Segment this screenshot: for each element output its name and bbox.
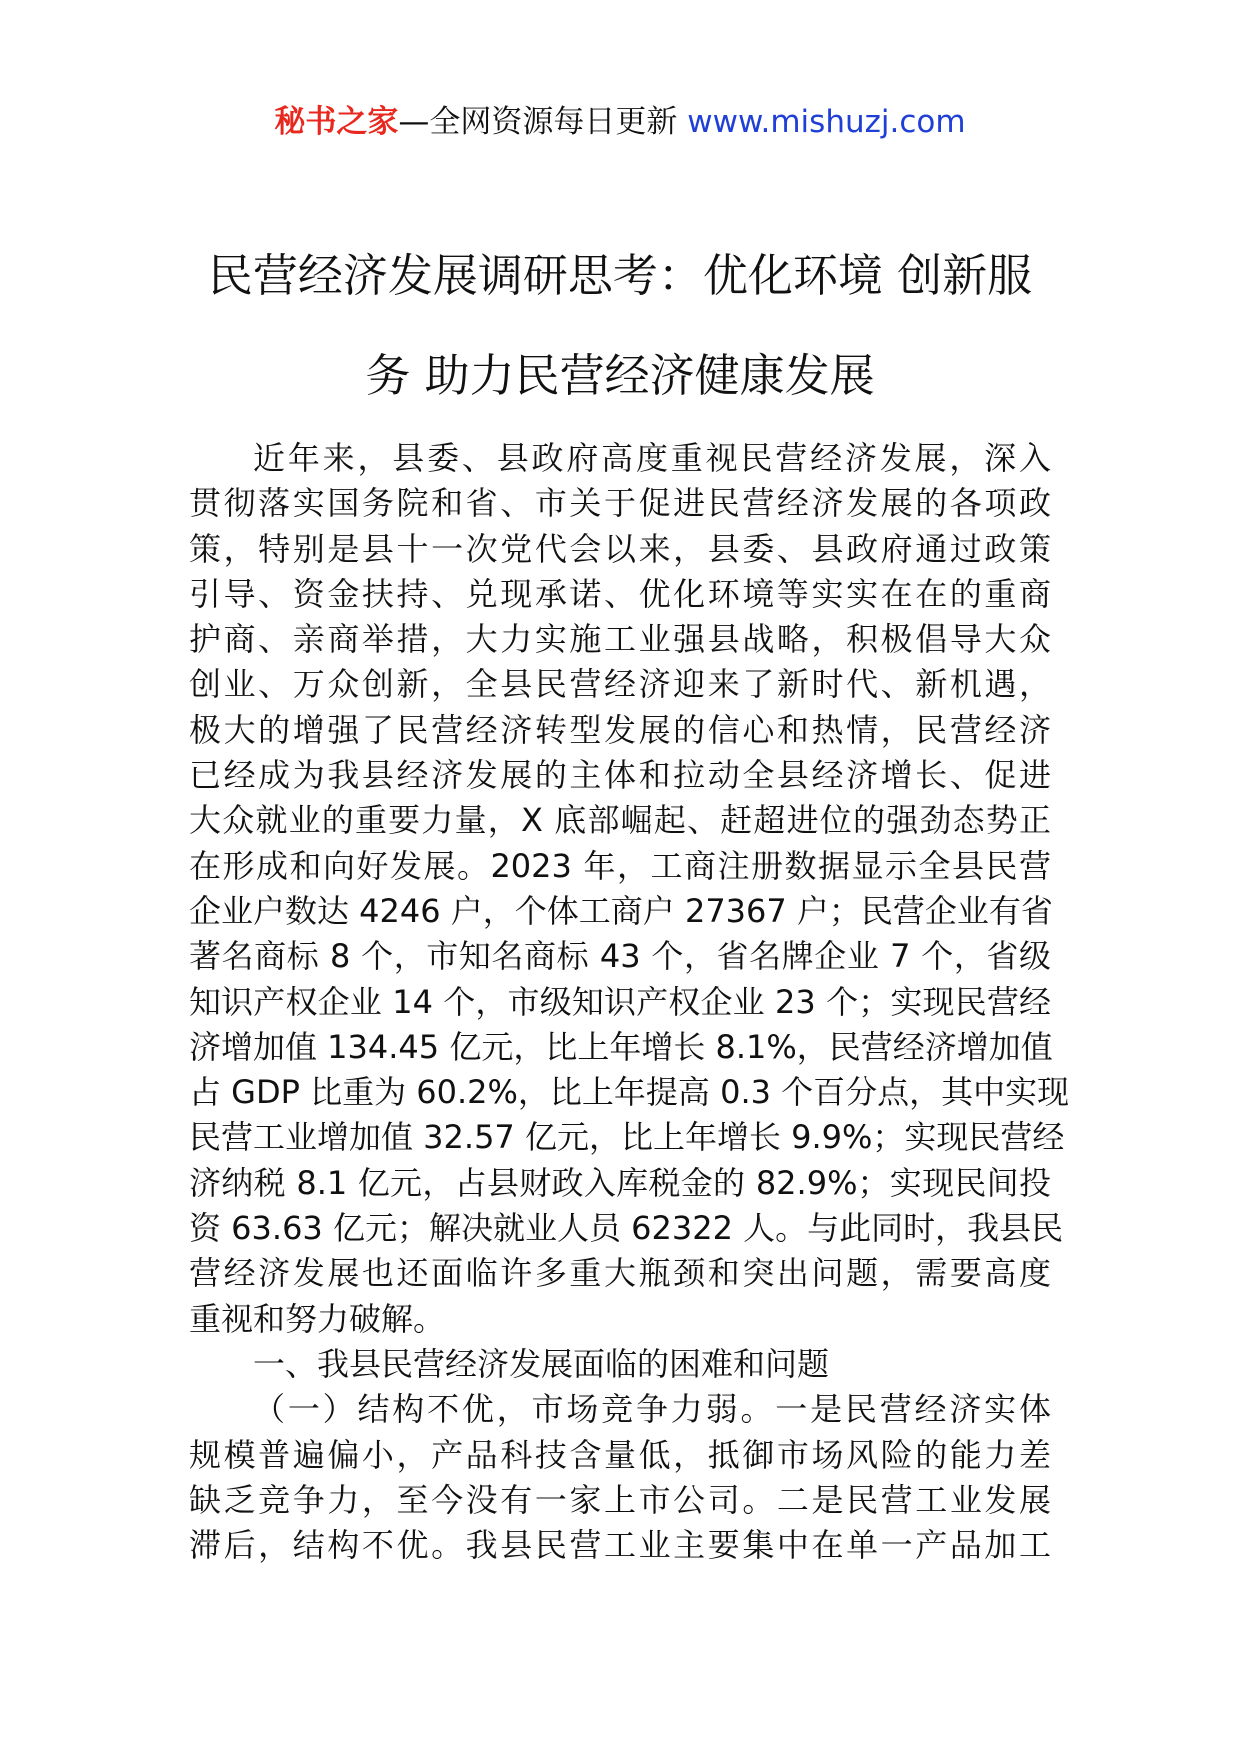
body-line: 创业、万众创新，全县民营经济迎来了新时代、新机遇，: [189, 665, 1051, 704]
body-line: 著名商标 8 个，市知名商标 43 个，省名牌企业 7 个，省级: [189, 937, 1051, 976]
body-line: 护商、亲商举措，大力实施工业强县战略，积极倡导大众: [189, 620, 1051, 659]
body-line: 民营工业增加值 32.57 亿元，比上年增长 9.9%；实现民营经: [189, 1118, 1065, 1157]
body-line: 知识产权企业 14 个，市级知识产权企业 23 个；实现民营经: [189, 982, 1051, 1021]
document-title-line-2: 务 助力民营经济健康发展: [365, 349, 875, 402]
body-line: 资 63.63 亿元；解决就业人员 62322 人。与此同时，我县民: [189, 1209, 1064, 1248]
body-line: 缺乏竞争力，至今没有一家上市公司。二是民营工业发展: [189, 1480, 1051, 1519]
body-line: 极大的增强了民营经济转型发展的信心和热情，民营经济: [189, 710, 1051, 749]
body-line: （一）结构不优，市场竞争力弱。一是民营经济实体: [253, 1390, 1051, 1429]
header-url-link[interactable]: www.mishuzj.com: [687, 104, 966, 140]
body-line: 济纳税 8.1 亿元，占县财政入库税金的 82.9%；实现民间投: [189, 1163, 1051, 1202]
body-line: 济增加值 134.45 亿元，比上年增长 8.1%，民营经济增加值: [189, 1027, 1053, 1066]
body-line: 大众就业的重要力量，X 底部崛起、赶超进位的强劲态势正: [189, 801, 1051, 840]
body-line: 引导、资金扶持、兑现承诺、优化环境等实实在在的重商: [189, 574, 1051, 613]
body-line: 企业户数达 4246 户，个体工商户 27367 户；民营企业有省: [189, 891, 1053, 930]
body-line: 近年来，县委、县政府高度重视民营经济发展，深入: [253, 439, 1051, 477]
body-line: 贯彻落实国务院和省、市关于促进民营经济发展的各项政: [189, 484, 1051, 523]
body-line: 重视和努力破解。: [189, 1299, 446, 1338]
section-heading: 一、我县民营经济发展面临的困难和问题: [253, 1344, 830, 1383]
document-title-line-1: 民营经济发展调研思考：优化环境 创新服: [207, 249, 1033, 302]
body-line: 规模普遍偏小，产品科技含量低，抵御市场风险的能力差: [189, 1435, 1051, 1474]
body-line: 已经成为我县经济发展的主体和拉动全县经济增长、促进: [189, 756, 1051, 795]
body-line: 占 GDP 比重为 60.2%，比上年提高 0.3 个百分点，其中实现: [189, 1073, 1070, 1112]
site-header: [0, 100, 1240, 144]
body-line: 滞后，结构不优。我县民营工业主要集中在单一产品加工: [189, 1526, 1051, 1565]
body-line: 在形成和向好发展。2023 年，工商注册数据显示全县民营: [189, 846, 1051, 885]
header-slogan: —全网资源每日更新: [398, 104, 688, 140]
body-line: 营经济发展也还面临许多重大瓶颈和突出问题，需要高度: [189, 1254, 1051, 1293]
brand-name: 秘书之家: [274, 104, 399, 140]
document-body: [189, 436, 1070, 1568]
document-title: [150, 226, 1090, 426]
body-line: 策，特别是县十一次党代会以来，县委、县政府通过政策: [189, 529, 1051, 568]
